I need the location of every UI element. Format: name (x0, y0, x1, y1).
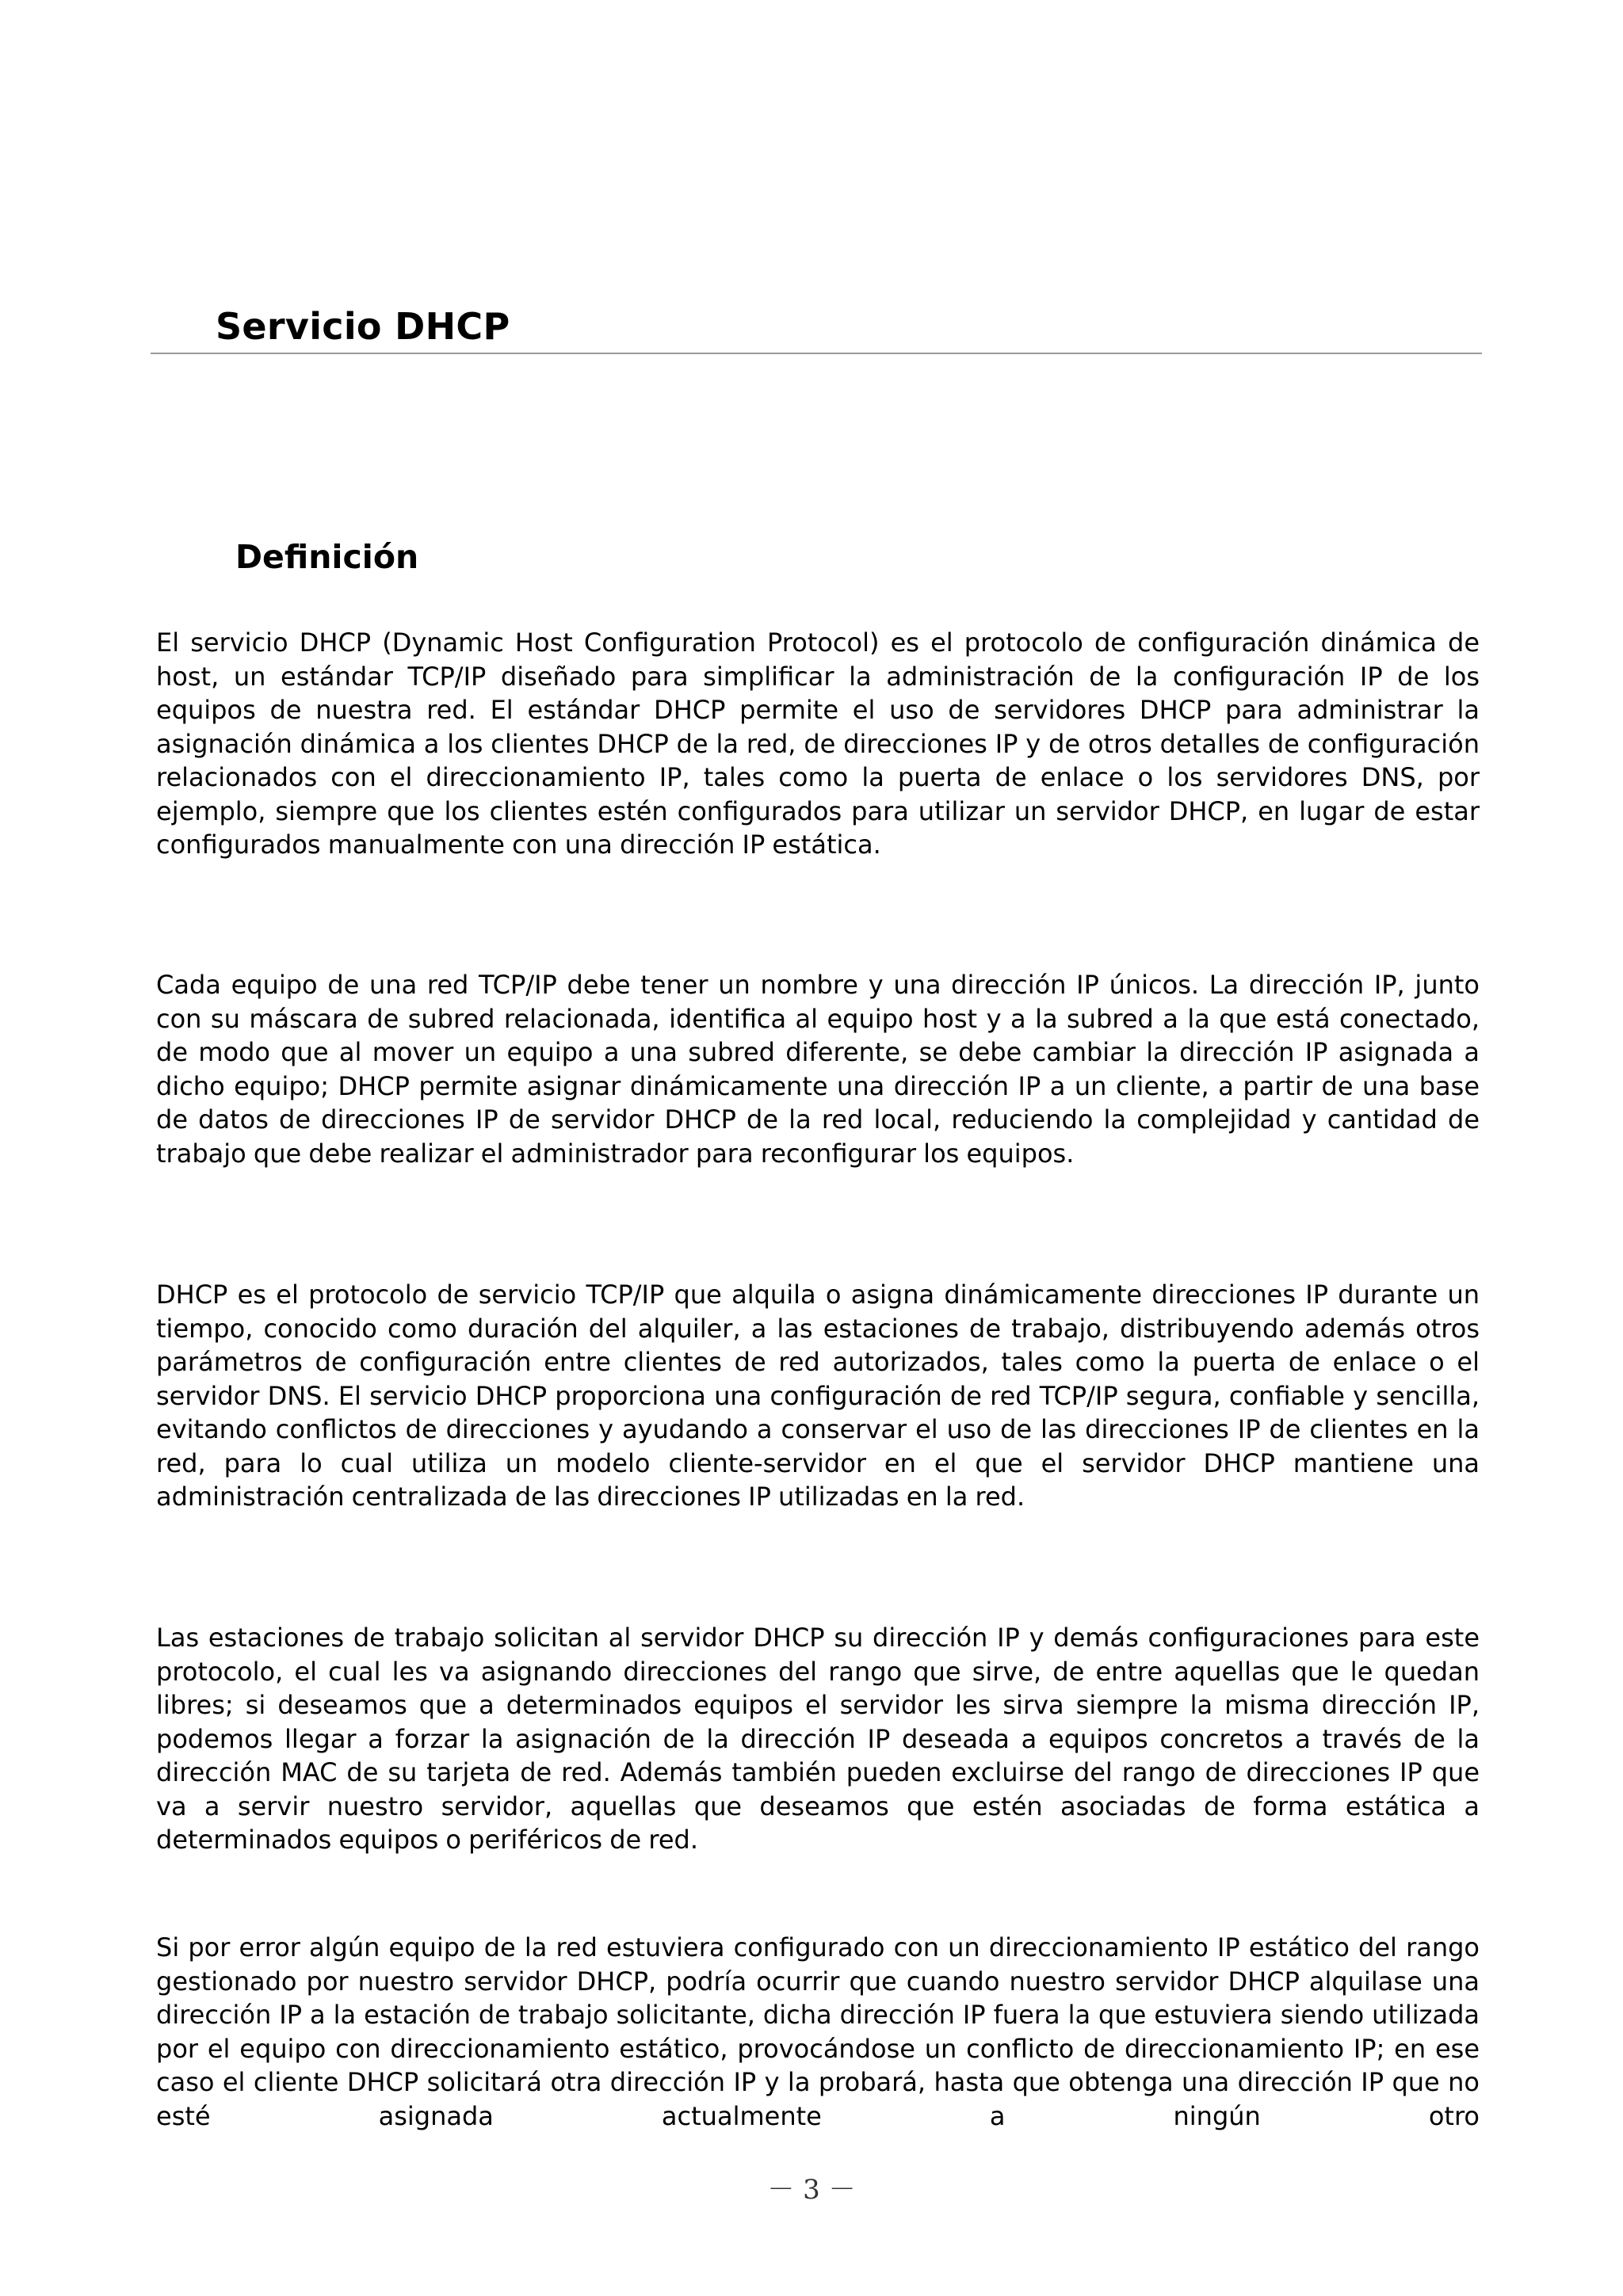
body-paragraph-1: El servicio DHCP (Dynamic Host Configuration Protocol) es el protocolo de configuración dinámica de host, un estándar TCP/IP diseñado para simplificar la administración de la configuración IP de los equipos de nuestra red. El estándar DHCP permite el uso de servidores DHCP para administrar la asignación dinámica a los clientes DHCP de la red, de direcciones IP y de otros detalles de configuración relacionados con el direccionamiento IP, tales como la puerta de enlace o los servidores DNS, por ejemplo, siempre que los clientes estén configurados para utilizar un servidor DHCP, en lugar de estar configurados manualmente con una dirección IP estática. (156, 627, 1480, 860)
chapter-title: Servicio DHCP (216, 305, 510, 348)
body-paragraph-3: DHCP es el protocolo de servicio TCP/IP que alquila o asigna dinámicamente direcciones IP durante un tiempo, conocido como duración del alquiler, a las estaciones de trabajo, distribuyendo además otros parámetros de configuración entre clientes de red autorizados, tales como la puerta de enlace o el servidor DNS. El servicio DHCP proporciona una configuración de red TCP/IP segura, confiable y sencilla, evitando conflictos de direcciones y ayudando a conservar el uso de las direcciones IP de clientes en la red, para lo cual utiliza un modelo cliente-servidor en el que el servidor DHCP mantiene una administración centralizada de las direcciones IP utilizadas en la red. (156, 1280, 1480, 1512)
title-underline-rule (151, 353, 1482, 354)
page-number: － 3 － (767, 2174, 856, 2206)
body-paragraph-4: Las estaciones de trabajo solicitan al servidor DHCP su dirección IP y demás configuraciones para este protocolo, el cual les va asignando direcciones del rango que sirve, de entre aquellas que le quedan libres; si deseamos que a determinados equipos el servidor les sirva siempre la misma dirección IP, podemos llegar a forzar la asignación de la dirección IP deseada a equipos concretos a través de la dirección MAC de su tarjeta de red. Además también pueden excluirse del rango de direcciones IP que va a servir nuestro servidor, aquellas que deseamos que estén asociadas de forma estática a determinados equipos o periféricos de red. (156, 1623, 1480, 1855)
section-title: Definición (235, 538, 419, 576)
body-paragraph-2: Cada equipo de una red TCP/IP debe tener un nombre y una dirección IP únicos. La dirección IP, junto con su máscara de subred relacionada, identifica al equipo host y a la subred a la que está conectado, de modo que al mover un equipo a una subred diferente, se debe cambiar la dirección IP asignada a dicho equipo; DHCP permite asignar dinámicamente una dirección IP a un cliente, a partir de una base de datos de direcciones IP de servidor DHCP de la red local, reduciendo la complejidad y cantidad de trabajo que debe realizar el administrador para reconfigurar los equipos. (156, 970, 1480, 1169)
body-paragraph-5: Si por error algún equipo de la red estuviera configurado con un direccionamiento IP estático del rango gestionado por nuestro servidor DHCP, podría ocurrir que cuando nuestro servidor DHCP alquilase una dirección IP a la estación de trabajo solicitante, dicha dirección IP fuera la que estuviera siendo utilizada por el equipo con direccionamiento estático, provocándose un conflicto de direccionamiento IP; en ese caso el cliente DHCP solicitará otra dirección IP y la probará, hasta que obtenga una dirección IP que no esté asignada actualmente a ningún otro (156, 1932, 1480, 2131)
